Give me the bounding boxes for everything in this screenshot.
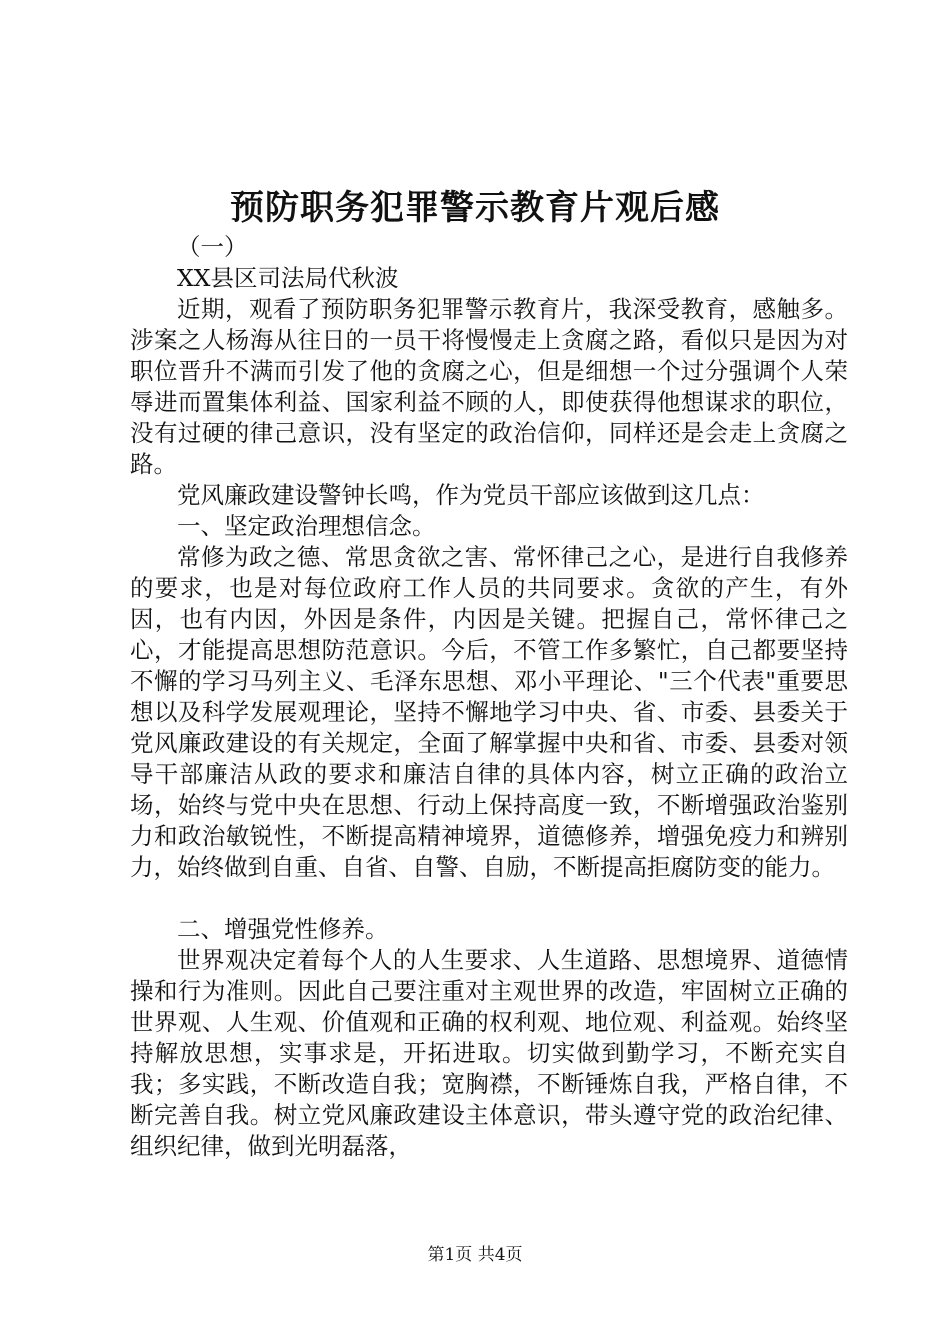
blank-line	[130, 883, 848, 914]
document-body	[130, 232, 848, 1162]
paragraph-intro: 近期，观看了预防职务犯罪警示教育片，我深受教育，感触多。涉案之人杨海从往日的一员干将慢慢走上贪腐之路，看似只是因为对职位晋升不满而引发了他的贪腐之心，但是细想一个过分强调个人荣辱进而置集体利益、国家利益不顾的人，即使获得他想谋求的职位，没有过硬的律己意识，没有坚定的政治信仰，同样还是会走上贪腐之路。	[130, 295, 848, 478]
author-line: XX县区司法局代秋波	[177, 264, 399, 292]
heading-point-one: 一、坚定政治理想信念。	[177, 512, 436, 540]
page-number-footer: 第1页 共4页	[427, 1245, 523, 1265]
document-title: 预防职务犯罪警示教育片观后感	[230, 188, 720, 228]
heading-point-two: 二、增强党性修养。	[177, 915, 389, 943]
paragraph-point-two: 世界观决定着每个人的人生要求、人生道路、思想境界、道德情操和行为准则。因此自己要注重对主观世界的改造，牢固树立正确的世界观、人生观、价值观和正确的权利观、地位观、利益观。始终坚持解放思想，实事求是，开拓进取。切实做到勤学习，不断充实自我；多实践，不断改造自我；宽胸襟，不断锤炼自我，严格自律，不断完善自我。树立党风廉政建设主体意识，带头遵守党的政治纪律、组织纪律，做到光明磊落，	[130, 946, 848, 1160]
paragraph-points-lead: 党风廉政建设警钟长鸣，作为党员干部应该做到这几点：	[177, 481, 765, 509]
section-number: （一）	[177, 233, 248, 261]
paragraph-point-one: 常修为政之德、常思贪欲之害、常怀律己之心，是进行自我修养的要求，也是对每位政府工作人员的共同要求。贪欲的产生，有外因，也有内因，外因是条件，内因是关键。把握自己，常怀律己之心，才能提高思想防范意识。今后，不管工作多繁忙，自己都要坚持不懈的学习马列主义、毛泽东思想、邓小平理论、"三个代表"重要思想以及科学发展观理论，坚持不懈地学习中央、省、市委、县委关于党风廉政建设的有关规定，全面了解掌握中央和省、市委、县委对领导干部廉洁从政的要求和廉洁自律的具体内容，树立正确的政治立场，始终与党中央在思想、行动上保持高度一致，不断增强政治鉴别力和政治敏锐性，不断提高精神境界，道德修养，增强免疫力和辨别力，始终做到自重、自省、自警、自励，不断提高拒腐防变的能力。	[130, 543, 848, 881]
